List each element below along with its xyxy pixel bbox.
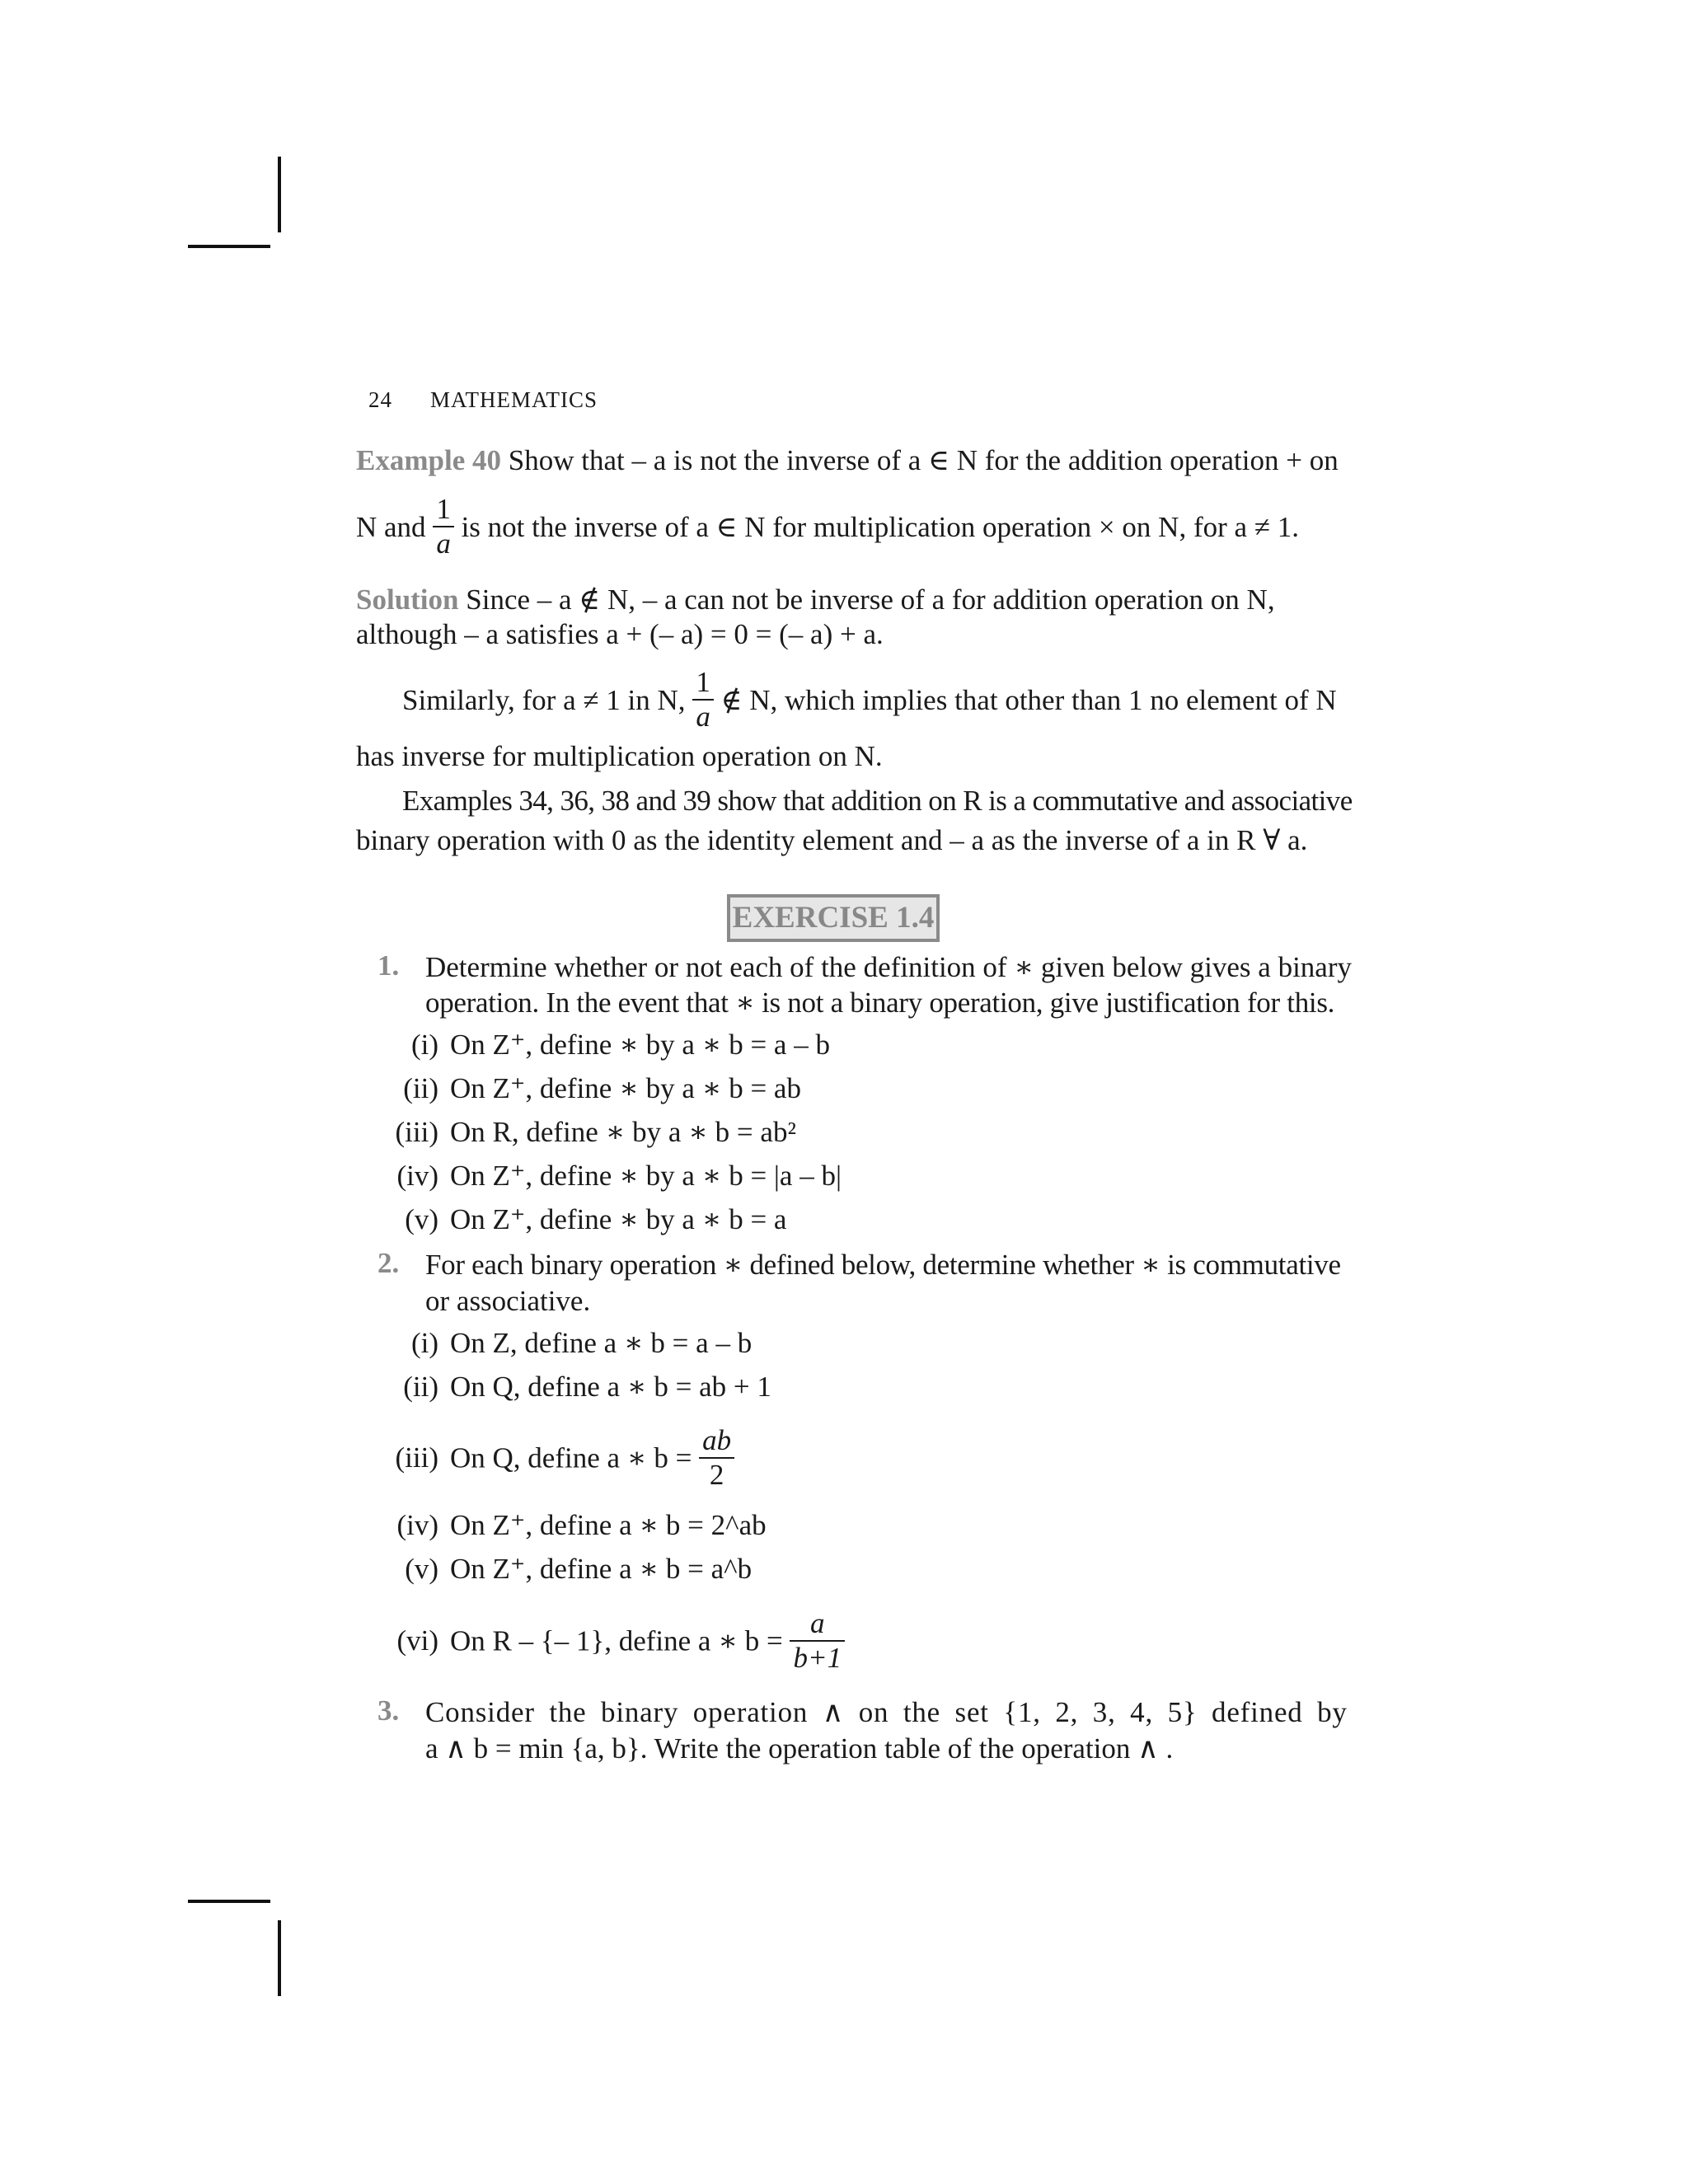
crop-mark-bottom-vertical xyxy=(278,1920,281,1996)
solution-text-1: Since – a ∉ N, – a can not be inverse of a for addition operation on N, xyxy=(466,583,1275,616)
example-line2-end: is not the inverse of a ∈ N for multiplication operation × on N, for a ≠ 1. xyxy=(461,510,1299,543)
q2-item-5 xyxy=(379,1553,752,1586)
q1-item-5 xyxy=(379,1203,786,1236)
q2-item-5-roman: (v) xyxy=(405,1553,438,1585)
running-title: MATHEMATICS xyxy=(430,387,598,412)
q1-item-3-text: On R, define ∗ by a ∗ b = ab² xyxy=(450,1116,796,1148)
q1-item-4-text: On Z⁺, define ∗ by a ∗ b = |a – b| xyxy=(450,1160,842,1192)
q1-item-2-text: On Z⁺, define ∗ by a ∗ b = ab xyxy=(450,1072,801,1104)
fraction-denominator: a xyxy=(433,526,454,560)
example-text-1: Show that – a is not the inverse of a ∈ N for the addition operation + on xyxy=(508,444,1339,476)
q3-line-2: a ∧ b = min {a, b}. Write the operation table of the operation ∧ . xyxy=(425,1732,1174,1765)
q1-item-4-roman: (iv) xyxy=(396,1160,438,1192)
q1-item-1-text: On Z⁺, define ∗ by a ∗ b = a – b xyxy=(450,1029,830,1061)
fraction-denominator-2: a xyxy=(692,699,714,733)
q2-item-3 xyxy=(379,1424,734,1493)
q2-item-6-denominator: b+1 xyxy=(790,1640,845,1675)
q1-item-2 xyxy=(379,1072,801,1105)
q2-line-2: or associative. xyxy=(425,1285,591,1317)
fraction-numerator: 1 xyxy=(436,493,451,525)
example-label: Example 40 xyxy=(356,444,501,476)
exercise-title: EXERCISE 1.4 xyxy=(727,894,940,942)
q2-item-3-fraction xyxy=(699,1424,734,1493)
q1-item-3-roman: (iii) xyxy=(395,1116,438,1148)
q2-item-3-denominator: 2 xyxy=(699,1457,734,1492)
q1-item-3 xyxy=(379,1116,796,1149)
solution-para2-line-1: Examples 34, 36, 38 and 39 show that addition on R is a commutative and associative xyxy=(402,785,1353,817)
example-line2-start: N and xyxy=(356,510,426,543)
similarly-start: Similarly, for a ≠ 1 in N, xyxy=(402,683,686,716)
q1-item-1-roman: (i) xyxy=(410,1029,438,1061)
similarly-end: ∉ N, which implies that other than 1 no element of N xyxy=(720,683,1337,716)
q3-number: 3. xyxy=(377,1694,400,1727)
q2-item-6-text: On R – {– 1}, define a ∗ b = xyxy=(450,1624,783,1657)
fraction-one-over-a-2 xyxy=(692,666,714,734)
q2-line-1: For each binary operation ∗ defined below, determine whether ∗ is commutative xyxy=(425,1249,1341,1281)
example-line-2 xyxy=(356,493,1299,561)
q1-number: 1. xyxy=(377,949,400,982)
q1-item-1 xyxy=(379,1029,830,1062)
q2-item-3-text: On Q, define a ∗ b = xyxy=(450,1441,692,1474)
crop-mark-bottom-horizontal xyxy=(188,1900,270,1903)
q2-item-4-roman: (iv) xyxy=(396,1509,438,1541)
solution-line-1 xyxy=(356,582,1306,617)
q2-item-3-roman: (iii) xyxy=(395,1441,438,1474)
q1-item-4 xyxy=(379,1160,842,1193)
q2-item-6-numerator: a xyxy=(810,1607,825,1639)
q1-item-5-roman: (v) xyxy=(405,1203,438,1235)
q1-line-1: Determine whether or not each of the definition of ∗ given below gives a binary xyxy=(425,951,1352,983)
q1-line-2: operation. In the event that ∗ is not a binary operation, give justification for this. xyxy=(425,987,1335,1019)
crop-mark-top-vertical xyxy=(278,157,281,232)
q2-item-6-fraction xyxy=(790,1607,845,1675)
example-line-1 xyxy=(356,443,1339,478)
q2-item-1 xyxy=(379,1327,752,1360)
q2-item-4-text: On Z⁺, define a ∗ b = 2^ab xyxy=(450,1509,767,1541)
q2-item-2-roman: (ii) xyxy=(403,1371,438,1403)
q2-item-2 xyxy=(379,1371,771,1404)
fraction-numerator-2: 1 xyxy=(696,666,710,698)
solution-line-4: has inverse for multiplication operation on N. xyxy=(356,740,883,772)
solution-label: Solution xyxy=(356,583,459,616)
q3-line-1: Consider the binary operation ∧ on the set {1, 2, 3, 4, 5} defined by xyxy=(425,1696,1348,1728)
q1-item-5-text: On Z⁺, define ∗ by a ∗ b = a xyxy=(450,1203,787,1235)
q2-item-4 xyxy=(379,1509,767,1542)
crop-mark-top-horizontal xyxy=(188,245,270,248)
q2-item-3-numerator: ab xyxy=(702,1424,732,1456)
fraction-one-over-a xyxy=(433,493,454,561)
q2-number: 2. xyxy=(377,1247,400,1279)
similarly-line xyxy=(402,666,1337,734)
q2-item-2-text: On Q, define a ∗ b = ab + 1 xyxy=(450,1371,771,1403)
q2-item-6 xyxy=(379,1607,845,1675)
q2-item-5-text: On Z⁺, define a ∗ b = a^b xyxy=(450,1553,753,1585)
q1-item-2-roman: (ii) xyxy=(403,1072,438,1104)
solution-line-2: although – a satisfies a + (– a) = 0 = (– a) + a. xyxy=(356,618,884,650)
q2-item-6-roman: (vi) xyxy=(396,1624,438,1657)
solution-para2-line-2: binary operation with 0 as the identity element and – a as the inverse of a in R ∀ a. xyxy=(356,824,1308,856)
page-number: 24 xyxy=(368,387,392,412)
q2-item-1-roman: (i) xyxy=(410,1327,438,1359)
q2-item-1-text: On Z, define a ∗ b = a – b xyxy=(450,1327,753,1359)
